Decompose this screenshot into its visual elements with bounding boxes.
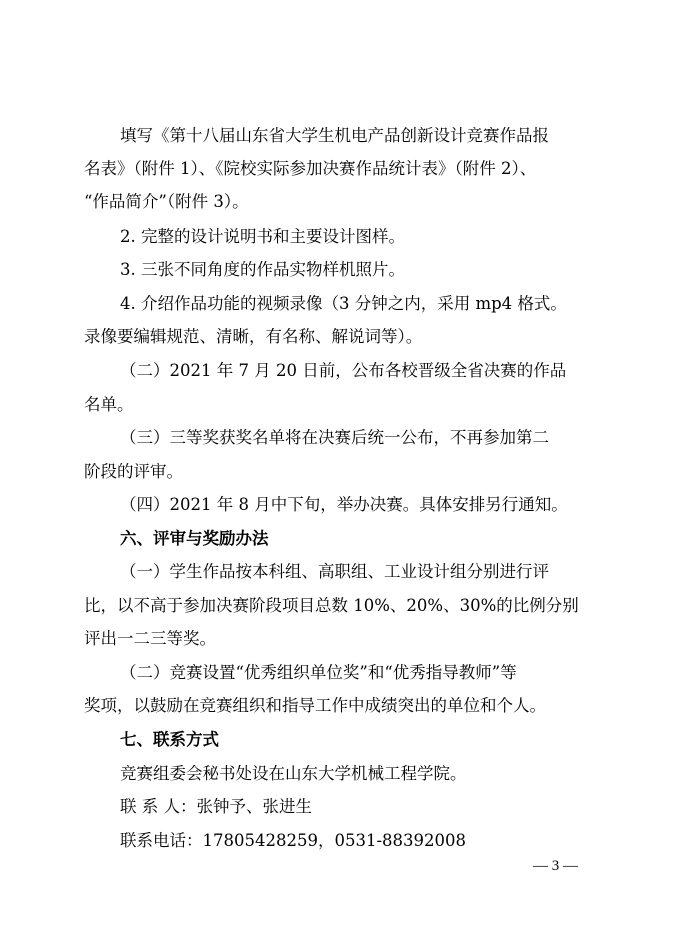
paragraph-line: （二）竞赛设置“优秀组织单位奖”和“优秀指导教师”等 bbox=[120, 663, 517, 682]
paragraph-line: “作品简介”（附件 3）。 bbox=[84, 192, 249, 211]
list-item: 2. 完整的设计说明书和主要设计图样。 bbox=[120, 227, 405, 246]
section-heading: 七、联系方式 bbox=[120, 730, 219, 749]
paragraph-line: （一）学生作品按本科组、高职组、工业设计组分别进行评 bbox=[120, 562, 549, 581]
paragraph-line bbox=[0, 126, 678, 146]
contact-person: 联 系 人：张钟予、张进生 bbox=[120, 797, 312, 816]
page-number: — 3 — bbox=[533, 858, 578, 874]
paragraph-line: （三）三等奖获奖名单将在决赛后统一公布，不再参加第二 bbox=[120, 428, 549, 447]
section-heading: 六、评审与奖励办法 bbox=[120, 529, 269, 548]
paragraph-line: 名表》（附件 1）、《院校实际参加决赛作品统计表》（附件 2）、 bbox=[84, 159, 537, 178]
paragraph-line: 名单。 bbox=[84, 395, 134, 414]
paragraph-line: 奖项，以鼓励在竞赛组织和指导工作中成绩突出的单位和个人。 bbox=[84, 696, 546, 715]
list-item: 3. 三张不同角度的作品实物样机照片。 bbox=[120, 260, 405, 279]
paragraph-line: 评出一二三等奖。 bbox=[84, 629, 216, 648]
contact-office: 竞赛组委会秘书处设在山东大学机械工程学院。 bbox=[120, 764, 467, 783]
list-item: 4. 介绍作品功能的视频录像（3 分钟之内，采用 mp4 格式。 bbox=[120, 294, 567, 313]
text-span: 填写《第十八届山东省大学生机电产品创新设计竞赛作品报 bbox=[120, 126, 549, 145]
paragraph-line: 比，以不高于参加决赛阶段项目总数 10%、20%、30%的比例分别 bbox=[84, 596, 579, 615]
paragraph-line: （四）2021 年 8 月中下旬，举办决赛。具体安排另行通知。 bbox=[120, 495, 568, 514]
paragraph-line: 录像要编辑规范、清晰，有名称、解说词等）。 bbox=[84, 327, 423, 346]
paragraph-line: 阶段的评审。 bbox=[84, 462, 183, 481]
paragraph-line: （二）2021 年 7 月 20 日前，公布各校晋级全省决赛的作品 bbox=[120, 361, 567, 380]
contact-phone: 联系电话：17805428259，0531-88392008 bbox=[120, 831, 467, 850]
